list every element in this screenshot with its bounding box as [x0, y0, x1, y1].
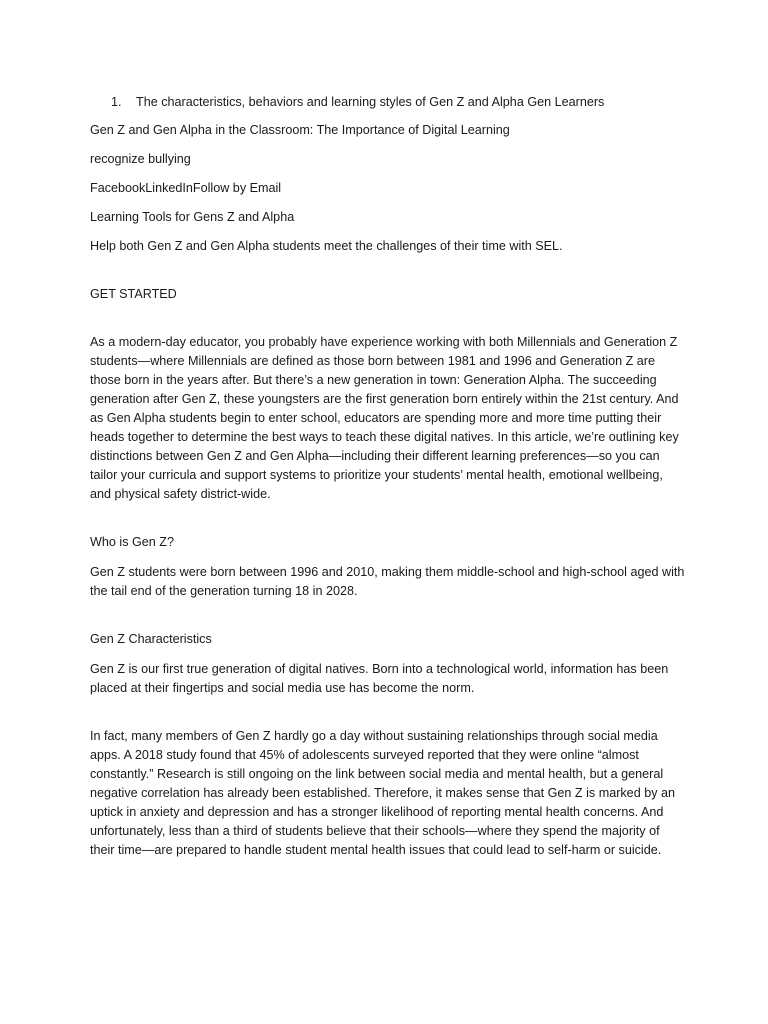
who-is-gen-z-paragraph: Gen Z students were born between 1996 and 2010, making them middle-school and high-school aged with the tail end of the generation turning 18 in 2028.	[90, 565, 685, 598]
learning-tools-line: Learning Tools for Gens Z and Alpha	[90, 210, 295, 224]
topic-line: recognize bullying	[90, 152, 191, 166]
section-heading-who-is-gen-z: Who is Gen Z?	[90, 535, 174, 549]
characteristics-paragraph-1: Gen Z is our first true generation of digital natives. Born into a technological world, information has been placed at their fingertips and social media use has become the norm.	[90, 662, 669, 695]
list-item-text: The characteristics, behaviors and learning styles of Gen Z and Alpha Gen Learners	[136, 95, 605, 109]
characteristics-paragraph-2: In fact, many members of Gen Z hardly go a day without sustaining relationships through social media apps. A 2018 study found that 45% of adolescents surveyed reported that they were online “almost constantly.” Research is still ongoing on the link between social media and mental health, but a general negative correlation has already been established. Therefore, it makes sense that Gen Z is marked by an uptick in anxiety and depression and has a stronger likelihood of reporting mental health concerns. And unfortunately, less than a third of students believe that their schools—where they spend the majority of their time—are prepared to handle student mental health issues that could lead to self-harm or suicide.	[90, 729, 676, 857]
list-item-number: 1.	[111, 95, 122, 109]
numbered-list-item	[90, 93, 686, 112]
get-started-text: GET STARTED	[90, 287, 177, 301]
document-body	[90, 93, 686, 871]
article-title-line: Gen Z and Gen Alpha in the Classroom: The Importance of Digital Learning	[90, 123, 510, 137]
intro-paragraph: As a modern-day educator, you probably have experience working with both Millennials and Generation Z students—where Millennials are defined as those born between 1981 and 1996 and Generation Z are those born in the years after. But there’s a new generation in town: Generation Alpha. The succeeding generation after Gen Z, these youngsters are the first generation born entirely within the 21st century. And as Gen Alpha students begin to enter school, educators are spending more and more time putting their heads together to determine the best ways to teach these digital natives. In this article, we’re outlining key distinctions between Gen Z and Gen Alpha—including their different learning preferences—so you can tailor your curricula and support systems to prioritize your students’ mental health, emotional wellbeing, and physical safety district-wide.	[90, 335, 679, 501]
section-heading-gen-z-characteristics: Gen Z Characteristics	[90, 632, 212, 646]
sel-promo-line: Help both Gen Z and Gen Alpha students meet the challenges of their time with SEL.	[90, 239, 563, 253]
social-links-line: FacebookLinkedInFollow by Email	[90, 181, 282, 195]
